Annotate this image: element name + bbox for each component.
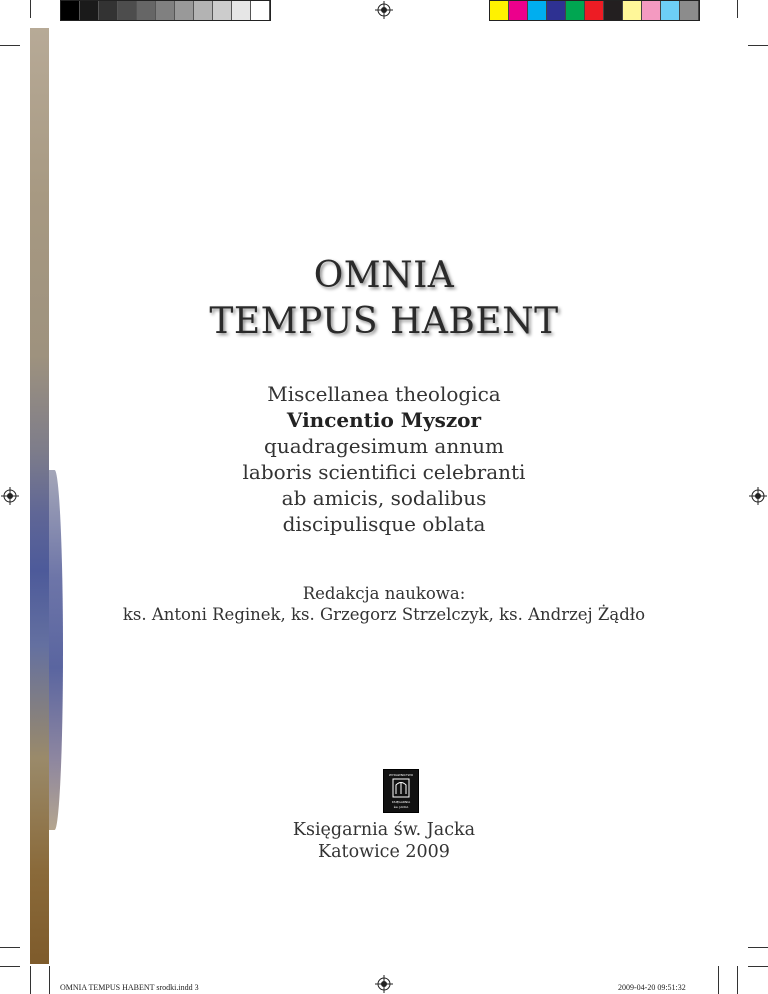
color-bar — [489, 0, 700, 21]
registration-mark-icon — [375, 975, 393, 993]
subtitle-line-1: Miscellanea theologica — [267, 382, 501, 406]
grayscale-bar — [60, 0, 271, 21]
slug-filename: OMNIA TEMPUS HABENT srodki.indd 3 — [60, 983, 199, 992]
crop-mark — [748, 947, 768, 948]
subtitle-line-6: discipulisque oblata — [282, 512, 486, 536]
grayscale-swatch — [194, 1, 213, 20]
svg-text:św. JACKA: św. JACKA — [393, 805, 409, 809]
title-line-2: TEMPUS HABENT — [209, 301, 559, 342]
publisher-place-year: Katowice 2009 — [318, 842, 450, 862]
color-swatch — [680, 1, 699, 20]
grayscale-swatch — [175, 1, 194, 20]
color-swatch — [642, 1, 661, 20]
grayscale-swatch — [213, 1, 232, 20]
crop-mark — [49, 966, 50, 994]
slug-timestamp: 2009-04-20 09:51:32 — [618, 983, 686, 992]
grayscale-swatch — [118, 1, 137, 20]
grayscale-swatch — [251, 1, 270, 20]
title-line-1: OMNIA — [313, 255, 455, 296]
honoree-name: Vincentio Myszor — [286, 408, 482, 432]
crop-mark — [718, 966, 719, 994]
editors-label: Redakcja naukowa: — [302, 584, 466, 603]
color-swatch — [585, 1, 604, 20]
color-swatch — [623, 1, 642, 20]
book-subtitle — [0, 381, 768, 537]
svg-text:KSIĘGARNIA: KSIĘGARNIA — [391, 800, 411, 804]
grayscale-swatch — [156, 1, 175, 20]
crop-mark — [30, 966, 31, 994]
crop-mark — [737, 966, 738, 994]
crop-mark — [748, 45, 768, 46]
color-swatch — [604, 1, 623, 20]
grayscale-swatch — [61, 1, 80, 20]
color-swatch — [566, 1, 585, 20]
subtitle-line-5: ab amicis, sodalibus — [281, 486, 487, 510]
publisher-logo — [383, 769, 419, 813]
crop-mark — [0, 966, 20, 967]
editors-block — [0, 583, 768, 625]
color-swatch — [509, 1, 528, 20]
publisher-name: Księgarnia św. Jacka — [292, 820, 476, 840]
subtitle-line-4: laboris scientifici celebranti — [242, 460, 526, 484]
editors-names: ks. Antoni Reginek, ks. Grzegorz Strzelczyk, ks. Andrzej Żądło — [122, 605, 646, 624]
registration-mark-icon — [375, 1, 393, 19]
grayscale-swatch — [99, 1, 118, 20]
subtitle-line-3: quadragesimum annum — [264, 434, 504, 458]
crop-mark — [737, 0, 738, 18]
grayscale-swatch — [232, 1, 251, 20]
color-swatch — [528, 1, 547, 20]
color-swatch — [547, 1, 566, 20]
crop-mark — [748, 966, 768, 967]
color-swatch — [661, 1, 680, 20]
grayscale-swatch — [137, 1, 156, 20]
crop-mark — [0, 947, 20, 948]
crop-mark — [30, 0, 31, 18]
color-swatch — [490, 1, 509, 20]
svg-text:WYDAWNICTWO: WYDAWNICTWO — [388, 773, 414, 777]
crop-mark — [0, 45, 20, 46]
book-title — [0, 253, 768, 345]
publisher-block — [0, 819, 768, 863]
grayscale-swatch — [80, 1, 99, 20]
